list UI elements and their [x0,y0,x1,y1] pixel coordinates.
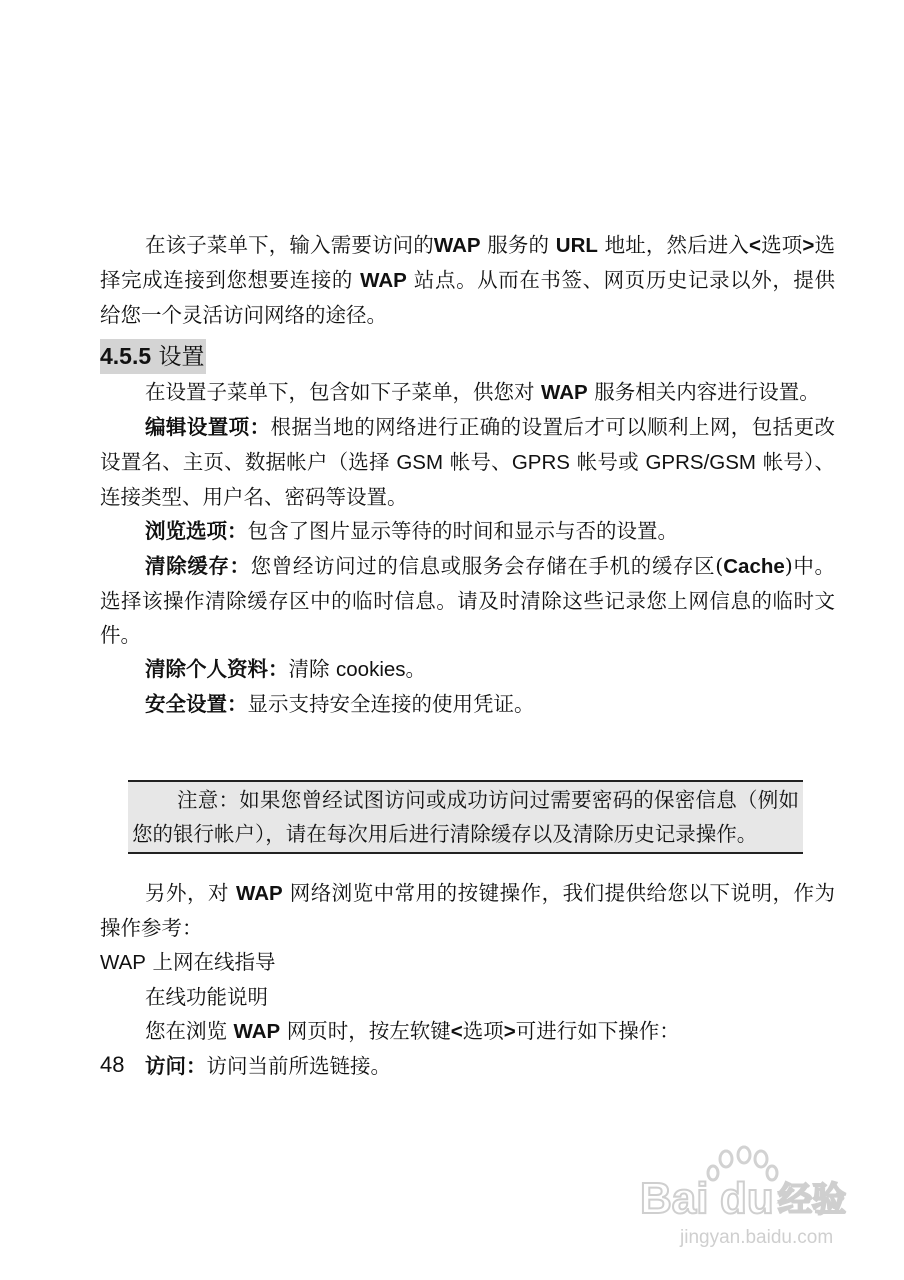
item-clear-personal-data: 清除个人资料：清除 cookies。 [145,657,427,681]
item-visit: 访问：访问当前所选链接。 [145,1054,391,1078]
page-number: 48 [100,1052,125,1077]
section-number: 4.5.5 [100,343,152,369]
settings-intro: 在设置子菜单下，包含如下子菜单，供您对 WAP 服务相关内容进行设置。 [145,380,820,404]
item-label: 浏览选项： [145,520,248,543]
watermark-suffix: 经验 [778,1180,846,1220]
online-guide-title: WAP 上网在线指导 [100,950,276,974]
item-label: 编辑设置项： [145,416,271,439]
item-security-settings: 安全设置：显示支持安全连接的使用凭证。 [145,692,535,716]
item-edit-settings: 编辑设置项：根据当地的网络进行正确的设置后才可以顺利上网，包括更改设置名、主页、数据帐户（选择 GSM 帐号、GPRS 帐号或 GPRS/GSM 帐号）、连接类型、用户名、密码等设置。 [100,415,836,509]
keys-paragraph: 另外，对 WAP 网络浏览中常用的按键操作，我们提供给您以下说明，作为操作参考： [100,881,835,940]
watermark-url: jingyan.baidu.com [680,1227,834,1248]
item-label: 清除个人资料： [145,658,289,681]
note-text: 注意：如果您曾经试图访问或成功访问过需要密码的保密信息（例如您的银行帐户），请在每次用后进行清除缓存以及清除历史记录操作。 [132,788,799,846]
page-content [100,228,835,1084]
baidu-watermark [640,1145,860,1255]
section-heading [100,339,206,374]
item-clear-cache: 清除缓存：您曾经访问过的信息或服务会存储在手机的缓存区(Cache)中。选择该操作清除缓存区中的临时信息。请及时清除这些记录您上网信息的临时文件。 [100,554,836,647]
online-functions-title: 在线功能说明 [145,985,268,1009]
browse-instruction: 您在浏览 WAP 网页时，按左软键<选项>可进行如下操作： [145,1019,680,1043]
item-label: 安全设置： [145,693,248,716]
note-box [128,780,803,854]
item-label: 访问： [145,1055,207,1078]
watermark-brand: Bai [640,1174,709,1223]
item-browse-options: 浏览选项：包含了图片显示等待的时间和显示与否的设置。 [145,519,678,543]
section-title: 设置 [158,344,205,370]
watermark-brand-du: du [720,1174,774,1223]
item-label: 清除缓存： [145,555,251,578]
intro-paragraph: 在该子菜单下，输入需要访问的WAP 服务的 URL 地址，然后进入<选项>选择完成连接到您想要连接的 WAP 站点。从而在书签、网页历史记录以外，提供给您一个灵活访问网络的途径。 [100,233,836,327]
